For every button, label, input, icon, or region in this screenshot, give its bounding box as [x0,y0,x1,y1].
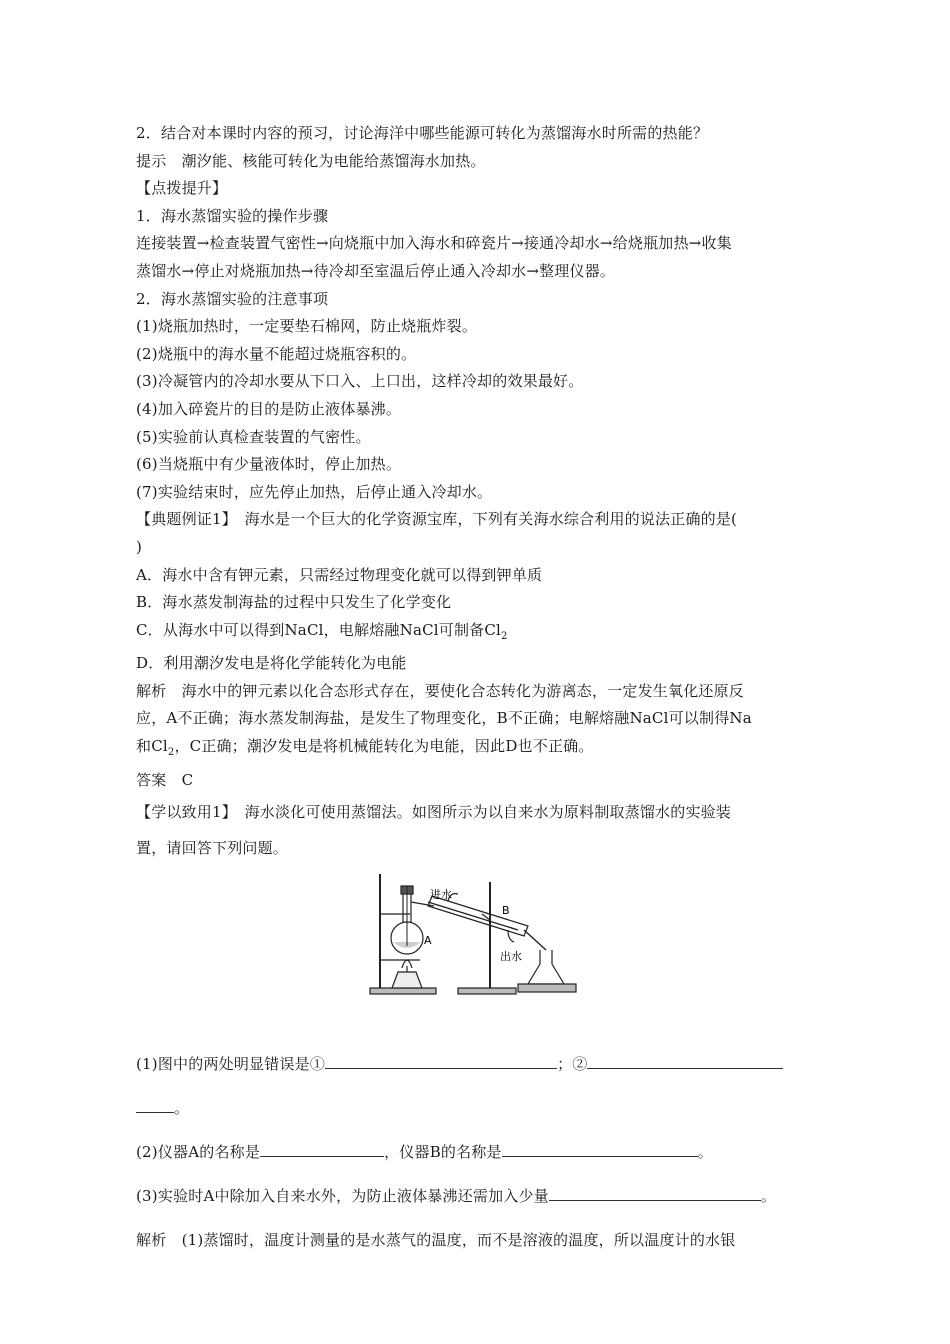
example-question-line-1: 【典题例证1】 海水是一个巨大的化学资源宝库，下列有关海水综合利用的说法正确的是( [136,510,738,529]
answer-blank-5[interactable] [549,1184,761,1201]
note-item: (3)冷凝管内的冷却水要从下口入、上口出，这样冷却的效果最好。 [136,372,584,391]
note-item: (5)实验前认真检查装置的气密性。 [136,427,371,446]
steps-title: 1．海水蒸馏实验的操作步骤 [136,206,329,225]
answer-blank-4[interactable] [502,1140,698,1157]
question-2-text: (2)仪器A的名称是 [136,1143,261,1162]
question-3-end: 。 [760,1187,777,1206]
conical-flask [528,950,564,984]
example-question-line-2: ) [136,537,143,556]
option-b: B．海水蒸发制海盐的过程中只发生了化学变化 [136,593,452,612]
label-a: A [424,934,432,947]
question-1-sep: ；② [557,1055,588,1074]
question-3-text: (3)实验时A中除加入自来水外，为防止液体暴沸还需加入少量 [136,1187,549,1206]
answer-blank-2-cont[interactable] [136,1096,174,1113]
notes-title: 2．海水蒸馏实验的注意事项 [136,289,329,308]
question-2: 2．结合对本课时内容的预习，讨论海洋中哪些能源可转化为蒸馏海水时所需的热能？ [136,124,709,142]
apply-question-line-2: 置，请回答下列问题。 [136,839,289,858]
option-c-subscript: 2 [501,630,508,642]
question-1-text: (1)图中的两处明显错误是① [136,1055,326,1074]
hint: 提示 潮汐能、核能可转化为电能给蒸馏海水加热。 [136,151,486,170]
label-out-water: 出水 [500,950,522,963]
answer-blank-1[interactable] [325,1052,557,1069]
note-item: (7)实验结束时，应先停止加热，后停止通入冷却水。 [136,482,493,501]
section-title: 【点拨提升】 [136,179,228,198]
option-c-text: C．从海水中可以得到NaCl，电解熔融NaCl可制备Cl [136,620,502,639]
question-2-end: 。 [697,1143,713,1162]
alcohol-lamp [392,972,422,988]
condenser-jacket [428,896,528,936]
analysis-1-text-post: ，C正确；潮汐发电是将机械能转化为电能，因此D也不正确。 [174,737,594,756]
flask-block [518,984,576,992]
question-1-continued [136,1086,820,1130]
answer-blank-3[interactable] [260,1140,384,1157]
analysis-2: 解析 (1)蒸馏时，温度计测量的是水蒸气的温度，而不是溶液的温度，所以温度计的水银 [136,1231,736,1250]
analysis-1-line-3 [136,733,820,767]
steps-line-2: 蒸馏水→停止对烧瓶加热→待冷却至室温后停止通入冷却水→整理仪器。 [136,261,616,280]
document-body [136,120,820,1262]
analysis-1-line-2: 应，A不正确；海水蒸发制海盐，是发生了物理变化，B不正确；电解熔融NaCl可以制得Na [136,709,752,728]
note-item: (6)当烧瓶中有少量液体时，停止加热。 [136,455,402,474]
middle-stand-base [458,988,516,994]
label-b: B [502,904,510,917]
question-3 [136,1174,820,1218]
distillation-apparatus-svg [368,868,582,996]
question-2-sep: ，仪器B的名称是 [384,1143,502,1162]
adapter [524,930,546,950]
left-stand-base [370,988,436,994]
note-item: (2)烧瓶中的海水量不能超过烧瓶容积的。 [136,344,417,363]
option-c [136,617,820,651]
option-d: D．利用潮汐发电是将化学能转化为电能 [136,654,407,673]
analysis-1-line-1: 解析 海水中的钾元素以化合态形式存在，要使化合态转化为游离态，一定发生氧化还原反 [136,681,745,700]
label-in-water: 进水 [430,888,452,901]
note-item: (1)烧瓶加热时，一定要垫石棉网，防止烧瓶炸裂。 [136,317,478,336]
answer-blank-2[interactable] [587,1052,783,1069]
option-a: A．海水中含有钾元素，只需经过物理变化就可以得到钾单质 [136,565,543,584]
note-item: (4)加入碎瓷片的目的是防止液体暴沸。 [136,399,402,418]
question-2-blank [136,1130,820,1174]
steps-line-1: 连接装置→检查装置气密性→向烧瓶中加入海水和碎瓷片→接通冷却水→给烧瓶加热→收集 [136,234,732,253]
analysis-1-text-pre: 和Cl [136,737,168,756]
question-1-end: 。 [174,1099,190,1118]
apply-question-line-1: 【学以致用1】 海水淡化可使用蒸馏法。如图所示为以自来水为原料制取蒸馏水的实验装 [136,803,732,822]
analysis-1-subscript: 2 [167,747,175,759]
distillation-apparatus-figure [368,868,582,996]
question-1 [136,1042,820,1086]
answer: 答案 C [136,770,194,789]
